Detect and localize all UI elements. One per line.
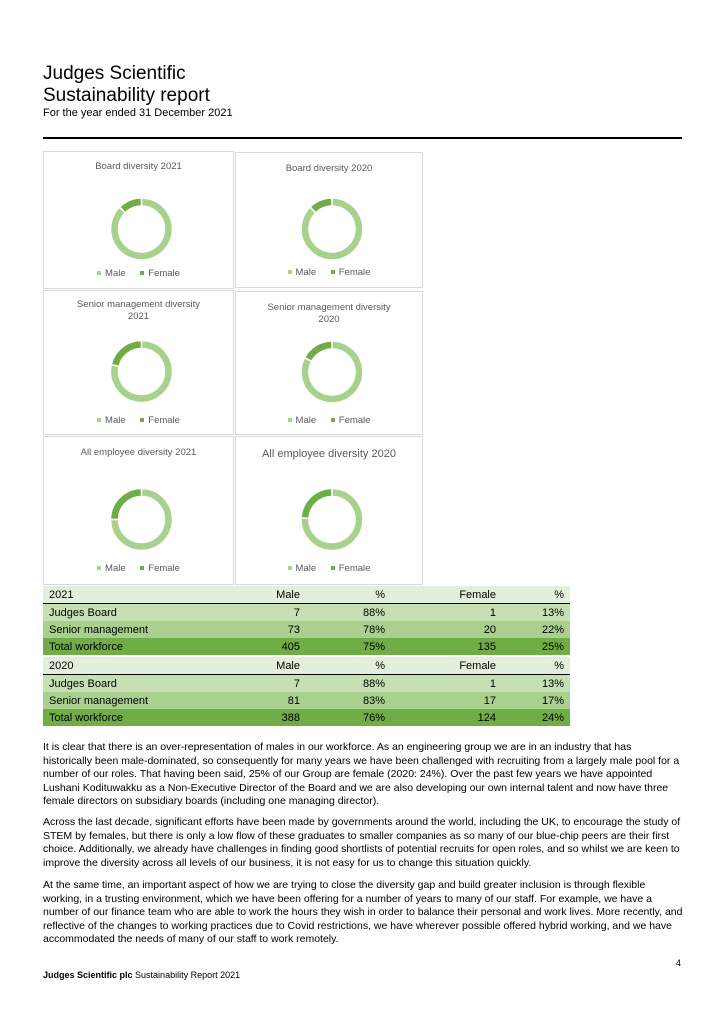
- row-label: Judges Board: [43, 675, 183, 693]
- chart-legend: [44, 415, 233, 426]
- row-label: Senior management: [43, 621, 183, 638]
- legend-female: [140, 268, 180, 279]
- legend-female-label: Female: [148, 563, 180, 574]
- legend-female-swatch: [140, 566, 144, 570]
- paragraph-flexible-working: At the same time, an important aspect of how we are trying to close the diversity gap and build greater inclusion is through flexible working, in a trusting environment, which we have been offering for a number of years to many of our staff. For example, we have a number of our finance team who are able to work the hours they wish in order to balance their personal and work lives. More recently, and reflective of the changes to working practices due to Covid restrictions, we have wherever possible offered hybrid working, and we have accommodated the needs of many of our staff to work remotely.: [43, 879, 683, 945]
- legend-female-swatch: [331, 270, 335, 274]
- chart-all-employee-2020: [235, 436, 423, 585]
- legend-female: [140, 415, 180, 426]
- header-female: Female: [391, 586, 502, 604]
- table-row: [43, 621, 570, 638]
- legend-male: [288, 267, 317, 278]
- legend-male-label: Male: [105, 563, 126, 574]
- diversity-table-2021: [43, 586, 570, 655]
- page-subtitle: For the year ended 31 December 2021: [43, 107, 233, 119]
- cell-female-pct: 17%: [502, 692, 570, 709]
- donut-slice-female: [115, 345, 140, 365]
- table-row: [43, 692, 570, 709]
- chart-legend: [236, 267, 422, 278]
- page-title: [43, 63, 210, 107]
- cell-male: 73: [183, 621, 306, 638]
- legend-female-label: Female: [338, 563, 371, 574]
- page-footer: [43, 970, 240, 980]
- row-label: Total workforce: [43, 638, 183, 655]
- cell-female: 20: [391, 621, 502, 638]
- header-male: Male: [183, 657, 306, 675]
- table-header-row: [43, 586, 570, 604]
- legend-female-swatch: [331, 418, 335, 422]
- paragraph-stem: Across the last decade, significant efforts have been made by governments around the world, including the UK, to encourage the study of STEM by females, but there is only a low flow of these graduates to smaller companies as so many of our blue-chip peers are their first choice. Additionally, we already have challenges in finding good shortlists of potential recruits for open roles, and so whilst we are keen to improve the diversity across all levels of our business, it is not easy for us to change this situation quickly.: [43, 816, 681, 869]
- chart-title: Senior management diversity 2020: [267, 302, 391, 325]
- cell-female: 124: [391, 709, 502, 726]
- legend-female-label: Female: [338, 267, 371, 278]
- cell-female: 17: [391, 692, 502, 709]
- header-male-pct: %: [306, 657, 391, 675]
- table-row: [43, 709, 570, 726]
- cell-male: 388: [183, 709, 306, 726]
- legend-female-label: Female: [338, 415, 371, 426]
- row-label: Total workforce: [43, 709, 183, 726]
- chart-all-employee-2021: [43, 436, 234, 585]
- legend-female: [140, 563, 180, 574]
- paragraph-representation: It is clear that there is an over-representation of males in our workforce. As an engineering group we are in an industry that has historically been male-dominated, so consequently for many years we have been challenged with recruiting from a largely male pool for a number of our roles. That having been said, 25% of our Group are female (2020: 24%). Over the past few years we have appointed Lushani Kodituwakku as a Non-Executive Director of the Board and we are also developing our own internal talent and now have three female directors on subsidiary boards (including one managing director).: [43, 741, 680, 807]
- footer-company: Judges Scientific plc: [43, 970, 133, 980]
- legend-male-swatch: [288, 418, 292, 422]
- legend-male-swatch: [97, 271, 101, 275]
- footer-report: Sustainability Report 2021: [135, 970, 241, 980]
- legend-female-swatch: [140, 418, 144, 422]
- chart-title: Senior management diversity 2021: [76, 299, 201, 322]
- legend-male-label: Male: [295, 415, 317, 426]
- cell-female-pct: 24%: [502, 709, 570, 726]
- legend-female-swatch: [140, 271, 144, 275]
- chart-board-2021: [43, 151, 234, 289]
- cell-male-pct: 88%: [306, 604, 391, 622]
- header-female-pct: %: [502, 586, 570, 604]
- chart-title: Board diversity 2021: [95, 161, 182, 172]
- cell-male: 81: [183, 692, 306, 709]
- chart-legend: [236, 563, 422, 574]
- cell-female-pct: 13%: [502, 604, 570, 622]
- chart-senior-management-2021: [43, 290, 234, 435]
- table-header-row: [43, 657, 570, 675]
- legend-male: [97, 415, 126, 426]
- cell-male: 405: [183, 638, 306, 655]
- cell-female-pct: 22%: [502, 621, 570, 638]
- legend-male-label: Male: [105, 415, 126, 426]
- cell-female-pct: 25%: [502, 638, 570, 655]
- cell-female-pct: 13%: [502, 675, 570, 693]
- header-male-pct: %: [306, 586, 391, 604]
- legend-male-swatch: [288, 270, 292, 274]
- donut-slice-male: [115, 202, 169, 256]
- title-line-1: Judges Scientific: [43, 63, 186, 84]
- donut-slice-female: [123, 202, 141, 209]
- legend-male-swatch: [97, 418, 101, 422]
- chart-title: Board diversity 2020: [285, 163, 373, 174]
- legend-male-label: Male: [295, 267, 317, 278]
- table-row: [43, 604, 570, 622]
- diversity-table-2020: [43, 657, 570, 726]
- legend-male: [97, 563, 126, 574]
- cell-male-pct: 76%: [306, 709, 391, 726]
- chart-senior-management-2020: [235, 291, 423, 435]
- chart-board-2020: [235, 152, 423, 288]
- cell-male-pct: 88%: [306, 675, 391, 693]
- legend-female-label: Female: [148, 268, 180, 279]
- legend-male-swatch: [97, 566, 101, 570]
- legend-male-label: Male: [105, 268, 126, 279]
- table-row: [43, 675, 570, 693]
- table-row: [43, 638, 570, 655]
- legend-male: [97, 268, 126, 279]
- cell-female: 1: [391, 675, 502, 693]
- header-rule: [43, 137, 682, 139]
- header-female-pct: %: [502, 657, 570, 675]
- legend-female-label: Female: [148, 415, 180, 426]
- chart-legend: [44, 563, 233, 574]
- donut-slice-female: [313, 202, 331, 209]
- title-line-2: Sustainability report: [43, 85, 210, 106]
- legend-female-swatch: [331, 566, 335, 570]
- chart-title: All employee diversity 2020: [262, 448, 396, 460]
- cell-male-pct: 78%: [306, 621, 391, 638]
- legend-male: [288, 563, 317, 574]
- legend-female: [331, 563, 371, 574]
- cell-male-pct: 83%: [306, 692, 391, 709]
- legend-male: [288, 415, 317, 426]
- legend-female: [331, 267, 371, 278]
- header-male: Male: [183, 586, 306, 604]
- donut-slice-female: [308, 345, 331, 359]
- chart-legend: [236, 415, 422, 426]
- legend-male-label: Male: [295, 563, 317, 574]
- cell-male: 7: [183, 604, 306, 622]
- donut-slice-female: [115, 493, 141, 519]
- row-label: Judges Board: [43, 604, 183, 622]
- page-number: 4: [676, 958, 682, 968]
- chart-legend: [44, 268, 233, 279]
- donut-slice-male: [305, 202, 359, 256]
- legend-male-swatch: [288, 566, 292, 570]
- header-female: Female: [391, 657, 502, 675]
- row-label: Senior management: [43, 692, 183, 709]
- cell-male-pct: 75%: [306, 638, 391, 655]
- cell-male: 7: [183, 675, 306, 693]
- legend-female: [331, 415, 371, 426]
- table-year: 2020: [43, 657, 183, 675]
- chart-title: All employee diversity 2021: [80, 447, 197, 458]
- cell-female: 135: [391, 638, 502, 655]
- donut-slice-female: [305, 493, 331, 518]
- table-year: 2021: [43, 586, 183, 604]
- cell-female: 1: [391, 604, 502, 622]
